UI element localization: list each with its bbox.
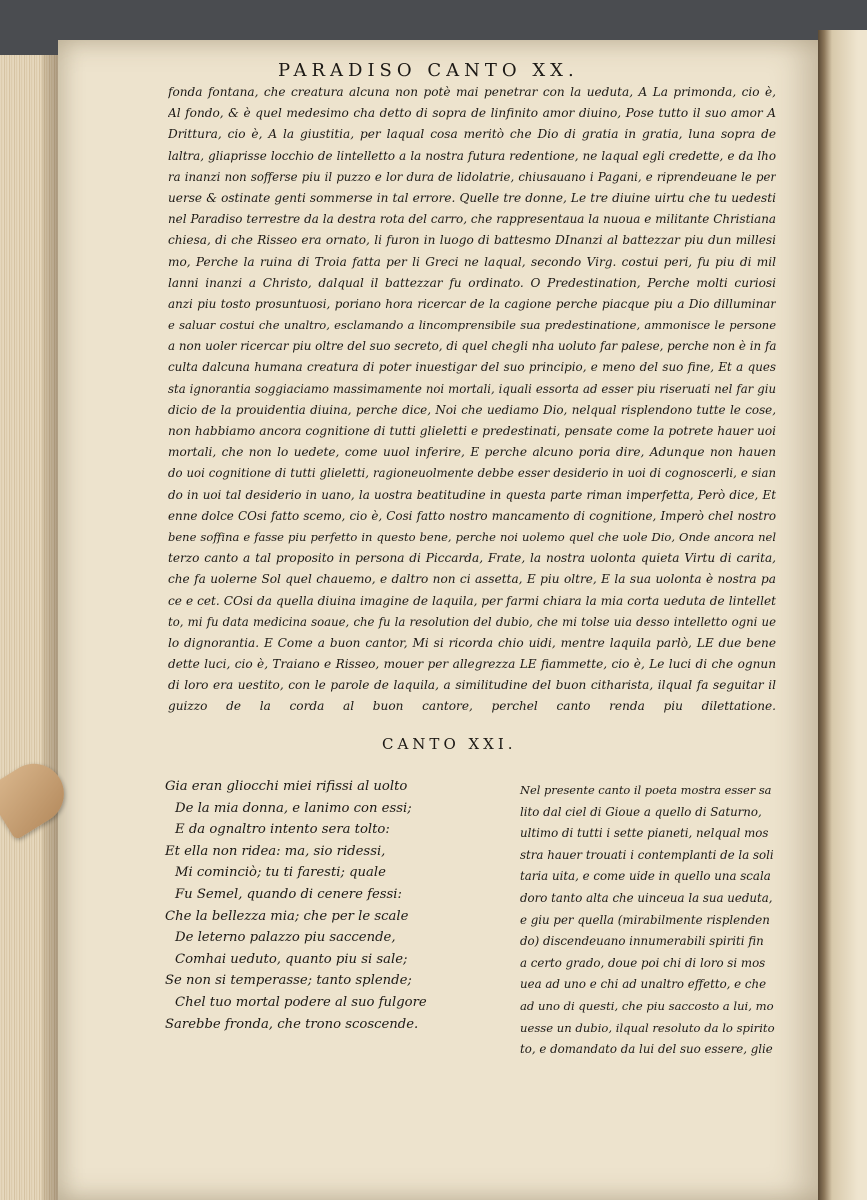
verse-line: Sarebbe fronda, che trono scoscende.: [165, 1016, 419, 1032]
commentary-line: che fa uolerne Sol quel chauemo, e daltro non ci assetta, E piu oltre, E la sua uolonta è nostra pa: [168, 572, 776, 587]
verse-line: Se non si temperasse; tanto splende;: [165, 973, 412, 989]
argument-line: a certo grado, doue poi chi di loro si mos: [520, 955, 766, 970]
argument-line: e giu per quella (mirabilmente risplenden: [520, 912, 770, 927]
verse-line: De la mia donna, e lanimo con essi;: [175, 800, 412, 816]
argument-line: uesse un dubio, ilqual resoluto da lo spirito: [520, 1020, 775, 1035]
verse-line: E da ognaltro intento sera tolto:: [175, 822, 390, 838]
commentary-line: nel Paradiso terrestre da la destra rota del carro, che rappresentaua la nuoua e militante Christiana: [168, 212, 776, 227]
verse-line: Et ella non ridea: ma, sio ridessi,: [165, 843, 386, 859]
verse-line: Mi cominciò; tu ti faresti; quale: [175, 865, 386, 881]
commentary-line: do uoi cognitione di tutti glieletti, ragioneuolmente debbe esser desiderio in uoi di cognoscerli, e sian: [168, 466, 776, 481]
verse-line: De leterno palazzo piu saccende,: [175, 930, 396, 946]
commentary-line: fonda fontana, che creatura alcuna non potè mai penetrar con la ueduta, A La primonda, cio è,: [168, 85, 776, 99]
commentary-line: enne dolce COsi fatto scemo, cio è, Cosi fatto nostro mancamento di cognitione, Imperò chel nostro: [168, 508, 776, 523]
commentary-line: bene soffina e fasse piu perfetto in questo bene, perche noi uolemo quel che uole Dio, Onde ancora nel: [168, 529, 776, 544]
commentary-line: laltra, gliaprisse locchio de lintelletto a la nostra futura redentione, ne laqual egli credette, e da lho: [168, 148, 776, 163]
commentary-line: ce e cet. COsi da quella diuina imagine de laquila, per farmi chiara la mia corta ueduta de lintellet: [168, 593, 776, 608]
argument-line: doro tanto alta che uinceua la sua ueduta,: [520, 890, 773, 905]
argument-line: uea ad uno e chi ad unaltro effetto, e che: [520, 977, 767, 992]
commentary-line: dicio de la prouidentia diuina, perche dice, Noi che uediamo Dio, nelqual risplendono tutte le cose,: [168, 402, 776, 417]
commentary-line: dette luci, cio è, Traiano e Risseo, mouer per allegrezza LE fiammette, cio è, Le luci di che ognun: [168, 657, 776, 672]
commentary-line: sta ignorantia soggiaciamo massimamente noi mortali, iquali essorta ad esser piu riseruati nel far giu: [168, 381, 776, 396]
commentary-line: to, mi fu data medicina soaue, che fu la resolution del dubio, che mi tolse uia desso intelletto ogni ue: [168, 614, 776, 629]
commentary-line: lanni inanzi a Christo, dalqual il battezzar fu ordinato. O Predestination, Perche molti curiosi: [168, 275, 776, 290]
commentary-line: uerse & ostinate genti sommerse in tal errore. Quelle tre donne, Le tre diuine uirtu che tu uedesti: [168, 190, 776, 205]
commentary-line: guizzo de la corda al buon cantore, perchel canto renda piu dilettatione.: [168, 699, 776, 714]
commentary-line: a non uoler ricercar piu oltre del suo secreto, di quel chegli nha uoluto far palese, perche non è in fa: [168, 339, 776, 354]
commentary-line: anzi piu tosto prosuntuosi, poriano hora ricercar de la cagione perche piacque piu a Dio dilluminar: [168, 296, 776, 311]
commentary-line: Drittura, cio è, A la giustitia, per laqual cosa meritò che Dio di gratia in gratia, luna sopra de: [168, 127, 776, 142]
commentary-line: terzo canto a tal proposito in persona di Piccarda, Frate, la nostra uolonta quieta Virtu di carita,: [168, 551, 776, 566]
commentary-line: chiesa, di che Risseo era ornato, li furon in luogo di battesmo DInanzi al battezzar piu dun millesi: [168, 233, 776, 248]
commentary-line: culta dalcuna humana creatura di poter inuestigar del suo principio, e meno del suo fine, Et a ques: [168, 360, 776, 375]
argument-block: [520, 780, 775, 1061]
commentary-line: ra inanzi non sofferse piu il puzzo e lor dura de lidolatrie, chiusauano i Pagani, e riprendeuane le per: [168, 169, 776, 184]
canto-heading: CANTO XXI.: [382, 735, 517, 753]
commentary-line: e saluar costui che unaltro, esclamando a lincomprensibile sua predestinatione, ammonisce le persone: [168, 318, 776, 333]
verse-line: Comhai ueduto, quanto piu si sale;: [175, 951, 408, 967]
argument-line: ultimo di tutti i sette pianeti, nelqual mos: [520, 826, 769, 841]
argument-line: lito dal ciel di Gioue a quello di Saturno,: [520, 804, 762, 819]
verse-line: Chel tuo mortal podere al suo fulgore: [175, 994, 427, 1010]
commentary-line: non habbiamo ancora cognitione di tutti glieletti e predestinati, pensate come la potrete hauer uoi: [168, 424, 776, 438]
commentary-block: [168, 82, 776, 718]
argument-line: ad uno di questi, che piu saccosto a lui, mo: [520, 998, 774, 1013]
verse-line: Che la bellezza mia; che per le scale: [165, 908, 409, 924]
argument-line: stra hauer trouati i contemplanti de la soli: [520, 847, 774, 862]
argument-line: do) discendeuano innumerabili spiriti fin: [520, 934, 764, 949]
verse-line: Fu Semel, quando di cenere fessi:: [175, 886, 402, 902]
commentary-line: di loro era uestito, con le parole de laquila, a similitudine del buon citharista, ilqual fa seguitar il: [168, 678, 776, 693]
verse-line: Gia eran gliocchi miei rifissi al uolto: [165, 779, 408, 794]
running-head: PARADISO CANTO XX.: [278, 60, 579, 81]
commentary-line: Al fondo, & è quel medesimo cha detto di sopra de linfinito amor diuino, Pose tutto il suo amor A: [168, 106, 776, 121]
verse-block: [165, 776, 490, 1035]
commentary-line: do in uoi tal desiderio in uano, la uostra beatitudine in questa parte riman imperfetta, Però dice, Et: [168, 487, 776, 502]
argument-line: taria uita, e come uide in quello una scala: [520, 869, 771, 884]
argument-line: to, e domandato da lui del suo essere, glie: [520, 1042, 773, 1057]
commentary-line: lo dignorantia. E Come a buon cantor, Mi si ricorda chio uidi, mentre laquila parlò, LE due bene: [168, 635, 776, 650]
commentary-line: mortali, che non lo uedete, come uuol inferire, E perche alcuno poria dire, Adunque non hauen: [168, 445, 776, 460]
argument-line: Nel presente canto il poeta mostra esser sa: [520, 783, 772, 797]
facing-page-edge: [818, 30, 867, 1200]
commentary-line: mo, Perche la ruina di Troia fatta per li Greci ne laqual, secondo Virg. costui peri, fu piu di mil: [168, 254, 776, 269]
